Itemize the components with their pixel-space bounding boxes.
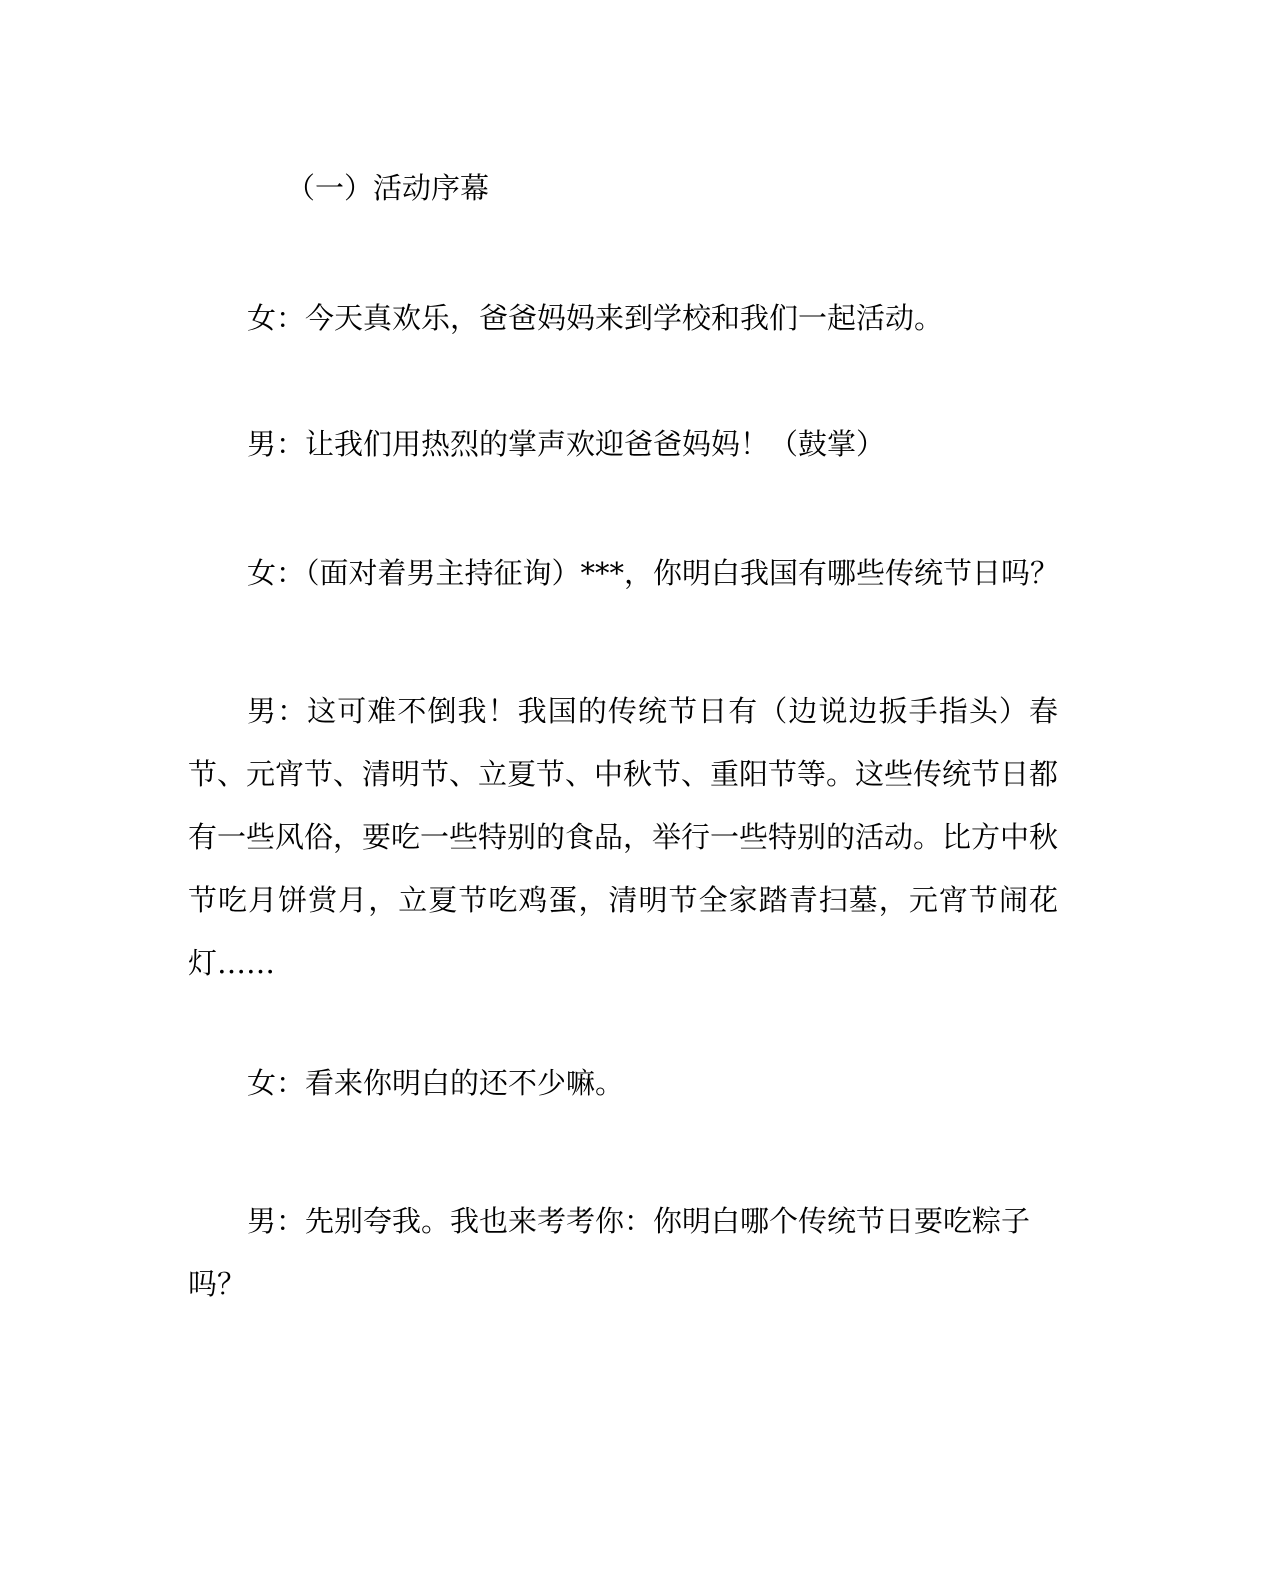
dialogue-line-male-3: 男：先别夸我。我也来考考你：你明白哪个传统节日要吃粽子吗？ — [188, 1204, 1031, 1301]
dialogue-line-male-2: 男：这可难不倒我！我国的传统节日有（边说边扳手指头）春节、元宵节、清明节、立夏节、中秋节、重阳节等。这些传统节日都有一些风俗，要吃一些特别的食品，举行一些特别的活动。比方中秋节吃月饼赏月，立夏节吃鸡蛋，清明节全家踏青扫墓，元宵节闹花灯…… — [188, 694, 1059, 980]
dialogue-line-female-3: 女：看来你明白的还不少嘛。 — [247, 1066, 625, 1100]
dialogue-line-female-2: 女：（面对着男主持征询）***，你明白我国有哪些传统节日吗？ — [247, 556, 1060, 590]
dialogue-line-female-1: 女：今天真欢乐，爸爸妈妈来到学校和我们一起活动。 — [247, 301, 944, 335]
section-heading: （一）活动序幕 — [286, 171, 490, 205]
dialogue-line-male-1: 男：让我们用热烈的掌声欢迎爸爸妈妈！（鼓掌） — [247, 427, 886, 461]
